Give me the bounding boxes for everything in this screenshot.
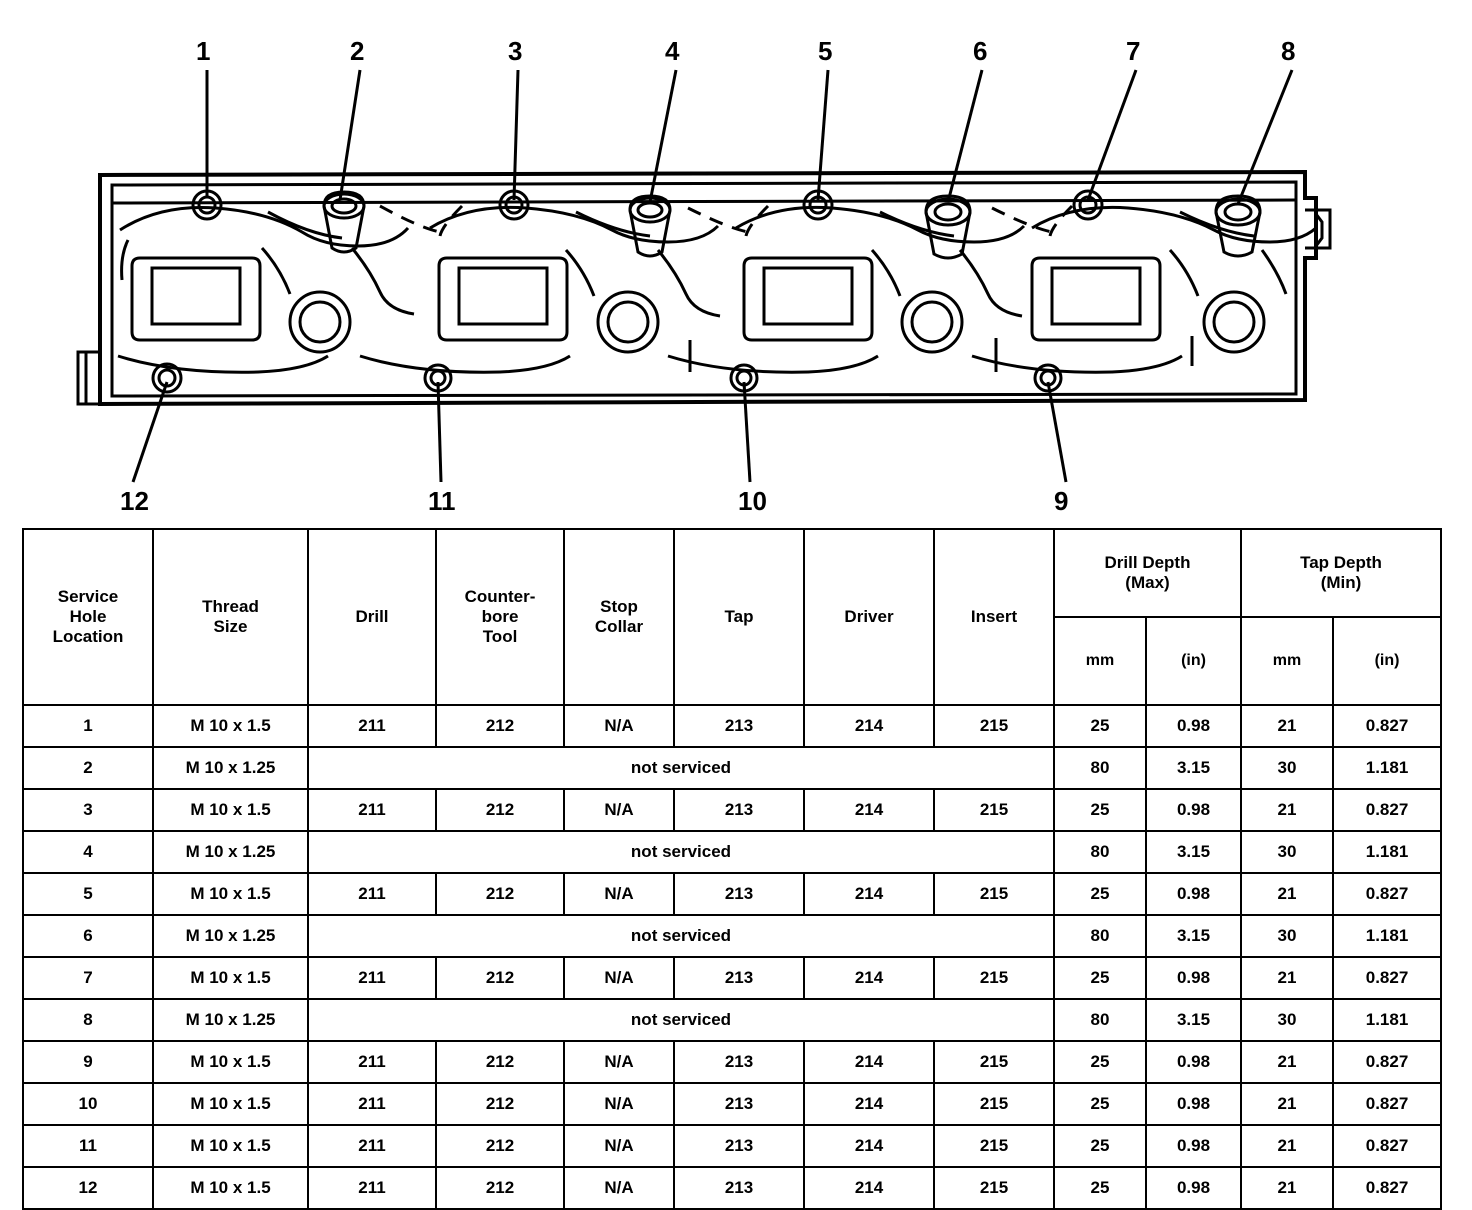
cell-counterbore-tool: 212 bbox=[436, 1125, 564, 1167]
cell-stop-collar: N/A bbox=[564, 789, 674, 831]
cell-drill-depth-mm: 80 bbox=[1054, 747, 1146, 789]
cell-drill-depth-mm: 80 bbox=[1054, 915, 1146, 957]
cell-insert: 215 bbox=[934, 957, 1054, 999]
cell-insert: 215 bbox=[934, 873, 1054, 915]
table-row bbox=[23, 831, 1441, 873]
cell-drill: 211 bbox=[308, 1167, 436, 1209]
cell-tap-depth-in: 0.827 bbox=[1333, 1167, 1441, 1209]
table-row bbox=[23, 1083, 1441, 1125]
cell-thread-size: M 10 x 1.5 bbox=[153, 873, 308, 915]
cell-drill-depth-in: 3.15 bbox=[1146, 915, 1241, 957]
callout-2: 2 bbox=[350, 36, 365, 66]
cell-location: 11 bbox=[23, 1125, 153, 1167]
th-service-hole-location: Service Hole Location bbox=[23, 529, 153, 705]
callout-6: 6 bbox=[973, 36, 988, 66]
cell-location: 3 bbox=[23, 789, 153, 831]
cylinder-head-diagram bbox=[0, 0, 1472, 520]
cell-driver: 214 bbox=[804, 705, 934, 747]
th-driver: Driver bbox=[804, 529, 934, 705]
cell-location: 9 bbox=[23, 1041, 153, 1083]
cell-counterbore-tool: 212 bbox=[436, 873, 564, 915]
cell-location: 6 bbox=[23, 915, 153, 957]
cell-drill-depth-mm: 80 bbox=[1054, 999, 1146, 1041]
table-row bbox=[23, 1167, 1441, 1209]
cell-tap: 213 bbox=[674, 1167, 804, 1209]
cell-location: 2 bbox=[23, 747, 153, 789]
cell-tap-depth-mm: 30 bbox=[1241, 999, 1333, 1041]
callout-12: 12 bbox=[120, 486, 149, 516]
cell-drill-depth-mm: 25 bbox=[1054, 1041, 1146, 1083]
cell-thread-size: M 10 x 1.5 bbox=[153, 1083, 308, 1125]
cell-stop-collar: N/A bbox=[564, 957, 674, 999]
cell-tap-depth-mm: 21 bbox=[1241, 1125, 1333, 1167]
cell-stop-collar: N/A bbox=[564, 873, 674, 915]
cell-drill: 211 bbox=[308, 873, 436, 915]
table-row bbox=[23, 705, 1441, 747]
cell-tap: 213 bbox=[674, 789, 804, 831]
cell-drill-depth-mm: 25 bbox=[1054, 705, 1146, 747]
cell-drill-depth-in: 0.98 bbox=[1146, 1041, 1241, 1083]
cell-tap-depth-in: 0.827 bbox=[1333, 705, 1441, 747]
cell-drill: 211 bbox=[308, 957, 436, 999]
cell-driver: 214 bbox=[804, 1125, 934, 1167]
cell-stop-collar: N/A bbox=[564, 1041, 674, 1083]
cell-tap-depth-in: 1.181 bbox=[1333, 999, 1441, 1041]
cell-thread-size: M 10 x 1.5 bbox=[153, 1167, 308, 1209]
cell-location: 10 bbox=[23, 1083, 153, 1125]
cell-drill-depth-in: 0.98 bbox=[1146, 1125, 1241, 1167]
cell-tap-depth-in: 1.181 bbox=[1333, 831, 1441, 873]
cylinder-head-drawing bbox=[0, 0, 1472, 520]
cell-drill-depth-mm: 25 bbox=[1054, 789, 1146, 831]
cell-drill: 211 bbox=[308, 1083, 436, 1125]
cell-tap-depth-mm: 21 bbox=[1241, 873, 1333, 915]
cell-thread-size: M 10 x 1.25 bbox=[153, 915, 308, 957]
cell-location: 1 bbox=[23, 705, 153, 747]
table-head bbox=[23, 529, 1441, 705]
cell-counterbore-tool: 212 bbox=[436, 1167, 564, 1209]
cell-tap: 213 bbox=[674, 957, 804, 999]
cell-driver: 214 bbox=[804, 873, 934, 915]
cell-thread-size: M 10 x 1.25 bbox=[153, 747, 308, 789]
th-thread-size: Thread Size bbox=[153, 529, 308, 705]
cell-tap-depth-mm: 21 bbox=[1241, 957, 1333, 999]
cell-drill-depth-in: 0.98 bbox=[1146, 957, 1241, 999]
cell-location: 7 bbox=[23, 957, 153, 999]
cell-tap: 213 bbox=[674, 1041, 804, 1083]
cell-not-serviced: not serviced bbox=[308, 999, 1054, 1041]
th-tap-depth-min: Tap Depth (Min) bbox=[1241, 529, 1441, 617]
th-drill-depth-max: Drill Depth (Max) bbox=[1054, 529, 1241, 617]
cell-drill-depth-in: 0.98 bbox=[1146, 705, 1241, 747]
cell-drill-depth-mm: 25 bbox=[1054, 1125, 1146, 1167]
cell-drill-depth-in: 3.15 bbox=[1146, 747, 1241, 789]
cell-drill: 211 bbox=[308, 789, 436, 831]
cell-location: 5 bbox=[23, 873, 153, 915]
cell-tap-depth-in: 0.827 bbox=[1333, 1083, 1441, 1125]
cell-tap-depth-in: 0.827 bbox=[1333, 789, 1441, 831]
service-hole-table bbox=[22, 528, 1442, 1210]
cell-insert: 215 bbox=[934, 1041, 1054, 1083]
cell-stop-collar: N/A bbox=[564, 1125, 674, 1167]
cell-insert: 215 bbox=[934, 789, 1054, 831]
cell-counterbore-tool: 212 bbox=[436, 1041, 564, 1083]
table-row bbox=[23, 915, 1441, 957]
cell-tap-depth-in: 0.827 bbox=[1333, 1125, 1441, 1167]
cell-drill: 211 bbox=[308, 1125, 436, 1167]
cell-tap-depth-mm: 30 bbox=[1241, 915, 1333, 957]
th-drill-depth-mm: mm bbox=[1054, 617, 1146, 705]
cell-thread-size: M 10 x 1.25 bbox=[153, 831, 308, 873]
callout-7: 7 bbox=[1126, 36, 1141, 66]
table-row bbox=[23, 873, 1441, 915]
cell-insert: 215 bbox=[934, 1125, 1054, 1167]
callout-11: 11 bbox=[428, 486, 456, 516]
th-tap: Tap bbox=[674, 529, 804, 705]
th-drill-depth-in: (in) bbox=[1146, 617, 1241, 705]
cell-drill-depth-in: 3.15 bbox=[1146, 831, 1241, 873]
table-row bbox=[23, 1041, 1441, 1083]
callout-9: 9 bbox=[1054, 486, 1069, 516]
table-row bbox=[23, 789, 1441, 831]
cell-drill-depth-in: 0.98 bbox=[1146, 873, 1241, 915]
cell-thread-size: M 10 x 1.5 bbox=[153, 957, 308, 999]
th-stop-collar: Stop Collar bbox=[564, 529, 674, 705]
cell-location: 8 bbox=[23, 999, 153, 1041]
cell-drill-depth-in: 3.15 bbox=[1146, 999, 1241, 1041]
cell-tap-depth-mm: 21 bbox=[1241, 1167, 1333, 1209]
cell-drill: 211 bbox=[308, 1041, 436, 1083]
cell-drill-depth-mm: 80 bbox=[1054, 831, 1146, 873]
cell-tap-depth-mm: 21 bbox=[1241, 1041, 1333, 1083]
cell-stop-collar: N/A bbox=[564, 1083, 674, 1125]
cell-counterbore-tool: 212 bbox=[436, 705, 564, 747]
table-row bbox=[23, 957, 1441, 999]
cell-drill-depth-mm: 25 bbox=[1054, 957, 1146, 999]
cell-stop-collar: N/A bbox=[564, 705, 674, 747]
table-row bbox=[23, 999, 1441, 1041]
cell-tap-depth-in: 0.827 bbox=[1333, 957, 1441, 999]
callout-5: 5 bbox=[818, 36, 833, 66]
cell-tap: 213 bbox=[674, 705, 804, 747]
th-drill: Drill bbox=[308, 529, 436, 705]
cell-location: 4 bbox=[23, 831, 153, 873]
cell-thread-size: M 10 x 1.5 bbox=[153, 1125, 308, 1167]
th-insert: Insert bbox=[934, 529, 1054, 705]
cell-not-serviced: not serviced bbox=[308, 915, 1054, 957]
service-hole-table-wrapper bbox=[22, 528, 1440, 1210]
callout-4: 4 bbox=[665, 36, 680, 66]
cell-insert: 215 bbox=[934, 705, 1054, 747]
cell-drill-depth-mm: 25 bbox=[1054, 873, 1146, 915]
cell-not-serviced: not serviced bbox=[308, 831, 1054, 873]
th-tap-depth-in: (in) bbox=[1333, 617, 1441, 705]
cell-tap-depth-in: 1.181 bbox=[1333, 747, 1441, 789]
cell-thread-size: M 10 x 1.5 bbox=[153, 705, 308, 747]
cell-drill-depth-in: 0.98 bbox=[1146, 789, 1241, 831]
table-body bbox=[23, 705, 1441, 1209]
cell-driver: 214 bbox=[804, 1083, 934, 1125]
callout-1: 1 bbox=[196, 36, 211, 66]
cell-driver: 214 bbox=[804, 1041, 934, 1083]
cell-driver: 214 bbox=[804, 1167, 934, 1209]
cell-drill-depth-mm: 25 bbox=[1054, 1083, 1146, 1125]
cell-tap-depth-mm: 21 bbox=[1241, 789, 1333, 831]
cell-location: 12 bbox=[23, 1167, 153, 1209]
th-counterbore-tool: Counter- bore Tool bbox=[436, 529, 564, 705]
cell-tap-depth-mm: 30 bbox=[1241, 747, 1333, 789]
callout-8: 8 bbox=[1281, 36, 1296, 66]
cell-insert: 215 bbox=[934, 1167, 1054, 1209]
cell-tap-depth-in: 1.181 bbox=[1333, 915, 1441, 957]
cell-tap: 213 bbox=[674, 1125, 804, 1167]
cell-tap-depth-mm: 21 bbox=[1241, 1083, 1333, 1125]
cell-counterbore-tool: 212 bbox=[436, 789, 564, 831]
cell-tap: 213 bbox=[674, 1083, 804, 1125]
cell-thread-size: M 10 x 1.5 bbox=[153, 789, 308, 831]
cell-tap-depth-in: 0.827 bbox=[1333, 1041, 1441, 1083]
callout-10: 10 bbox=[738, 486, 767, 516]
cell-counterbore-tool: 212 bbox=[436, 957, 564, 999]
table-row bbox=[23, 747, 1441, 789]
cell-driver: 214 bbox=[804, 789, 934, 831]
cell-tap-depth-mm: 21 bbox=[1241, 705, 1333, 747]
table-row bbox=[23, 1125, 1441, 1167]
cell-tap: 213 bbox=[674, 873, 804, 915]
cell-stop-collar: N/A bbox=[564, 1167, 674, 1209]
cell-thread-size: M 10 x 1.25 bbox=[153, 999, 308, 1041]
cell-drill-depth-in: 0.98 bbox=[1146, 1083, 1241, 1125]
cell-tap-depth-in: 0.827 bbox=[1333, 873, 1441, 915]
cell-thread-size: M 10 x 1.5 bbox=[153, 1041, 308, 1083]
cell-drill: 211 bbox=[308, 705, 436, 747]
cell-drill-depth-in: 0.98 bbox=[1146, 1167, 1241, 1209]
callout-3: 3 bbox=[508, 36, 523, 66]
cell-tap-depth-mm: 30 bbox=[1241, 831, 1333, 873]
th-tap-depth-mm: mm bbox=[1241, 617, 1333, 705]
table-header-row bbox=[23, 529, 1441, 617]
cell-not-serviced: not serviced bbox=[308, 747, 1054, 789]
cell-driver: 214 bbox=[804, 957, 934, 999]
cell-insert: 215 bbox=[934, 1083, 1054, 1125]
cell-counterbore-tool: 212 bbox=[436, 1083, 564, 1125]
cell-drill-depth-mm: 25 bbox=[1054, 1167, 1146, 1209]
